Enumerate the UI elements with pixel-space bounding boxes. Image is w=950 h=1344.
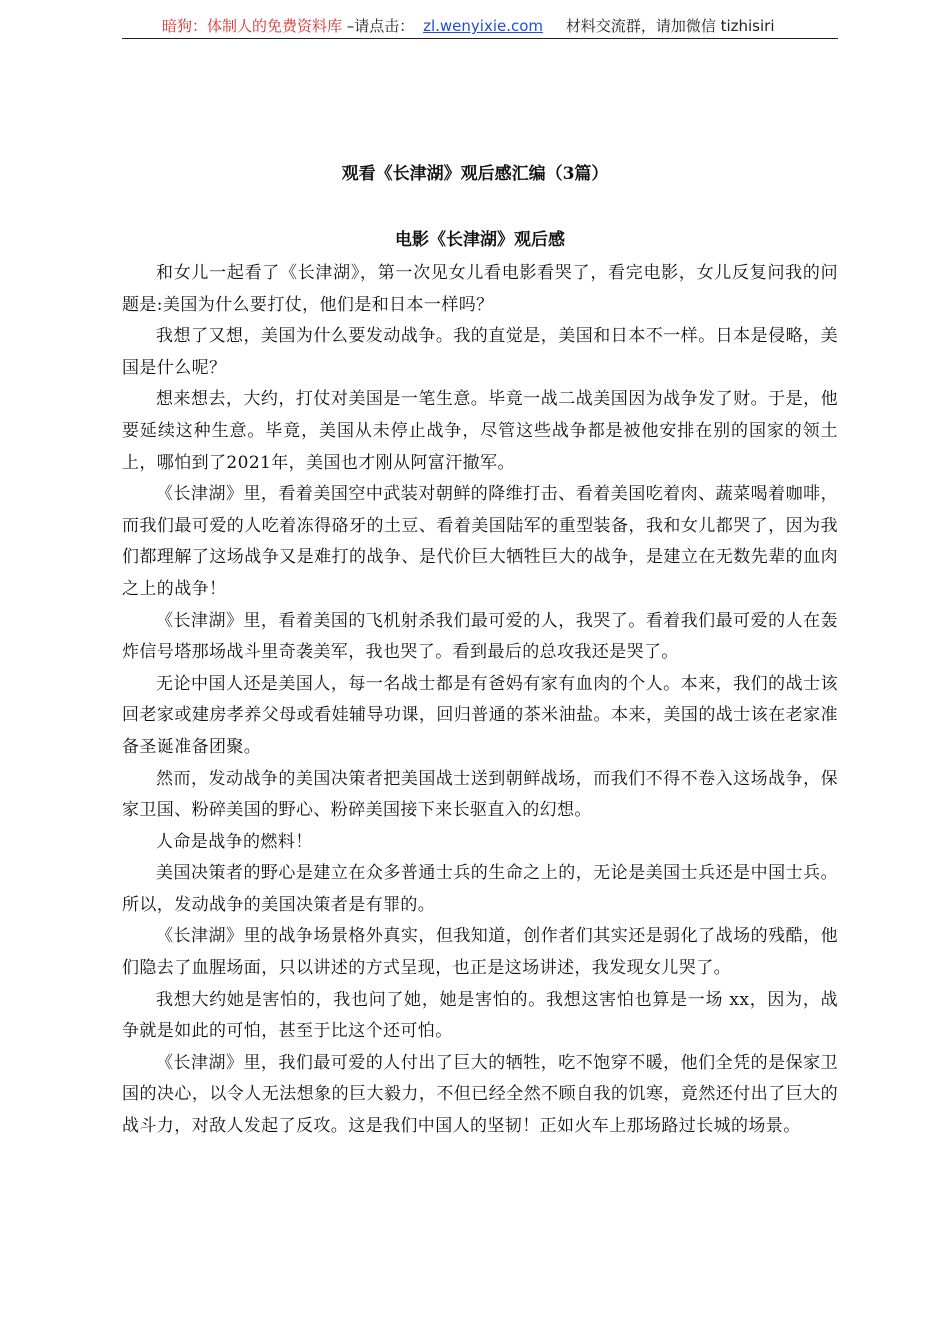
section-title: 电影《长津湖》观后感 [395,230,565,250]
header-prompt: –请点击： [346,17,415,35]
paragraph: 人命是战争的燃料！ [156,831,313,852]
document-body [122,258,838,1143]
paragraph: 我想了又想，美国为什么要发动战争。我的直觉是，美国和日本不一样。日本是侵略，美国是什么呢？ [122,326,838,378]
paragraph: 想来想去，大约，打仗对美国是一笔生意。毕竟一战二战美国因为战争发了财。于是，他要延续这种生意。毕竟，美国从未停止战争，尽管这些战争都是被他安排在别的国家的领土上，哪怕到了2021年，美国也才刚从阿富汗撤军。 [122,389,838,473]
paragraph: 《长津湖》里，看着美国空中武装对朝鲜的降维打击、看着美国吃着肉、蔬菜喝着咖啡，而我们最可爱的人吃着冻得硌牙的土豆、看着美国陆军的重型装备，我和女儿都哭了，因为我们都理解了这场战争又是难打的战争、是代价巨大牺牲巨大的战争，是建立在无数先辈的血肉之上的战争！ [122,484,838,599]
paragraph: 我想大约她是害怕的，我也问了她，她是害怕的。我想这害怕也算是一场 xx，因为，战争就是如此的可怕，甚至于比这个还可怕。 [122,989,838,1042]
paragraph: 《长津湖》里，看着美国的飞机射杀我们最可爱的人，我哭了。看着我们最可爱的人在轰炸信号塔那场战斗里奇袭美军，我也哭了。看到最后的总攻我还是哭了。 [122,610,838,663]
header-site-name: 暗狗：体制人的免费资料库 [162,17,343,35]
paragraph: 美国决策者的野心是建立在众多普通士兵的生命之上的，无论是美国士兵还是中国士兵。所以，发动战争的美国决策者是有罪的。 [122,863,838,915]
header-site-link[interactable]: zl.wenyixie.com [423,17,544,35]
paragraph: 无论中国人还是美国人，每一名战士都是有爸妈有家有血肉的个人。本来，我们的战士该回老家或建房孝养父母或看娃辅导功课，回归普通的茶米油盐。本来，美国的战士该在老家准备圣诞准备团聚。 [122,673,838,757]
paragraph: 和女儿一起看了《长津湖》，第一次见女儿看电影看哭了，看完电影，女儿反复问我的问题是:美国为什么要打仗，他们是和日本一样吗？ [122,263,838,315]
paragraph: 然而，发动战争的美国决策者把美国战士送到朝鲜战场，而我们不得不卷入这场战争，保家卫国、粉碎美国的野心、粉碎美国接下来长驱直入的幻想。 [122,768,838,821]
paragraph: 《长津湖》里的战争场景格外真实，但我知道，创作者们其实还是弱化了战场的残酷，他们隐去了血腥场面，只以讲述的方式呈现，也正是这场讲述，我发现女儿哭了。 [122,926,838,979]
paragraph: 《长津湖》里，我们最可爱的人付出了巨大的牺牲，吃不饱穿不暖，他们全凭的是保家卫国的决心，以令人无法想象的巨大毅力，不但已经全然不顾自我的饥寒，竟然还付出了巨大的战斗力，对敌人发起了反攻。这是我们中国人的坚韧！正如火车上那场路过长城的场景。 [122,1052,838,1137]
page-header [122,14,838,38]
header-divider [122,38,838,39]
header-group-note: 材料交流群，请加微信 tizhisiri [565,17,775,35]
document-title: 观看《长津湖》观后感汇编（3篇） [341,164,609,184]
